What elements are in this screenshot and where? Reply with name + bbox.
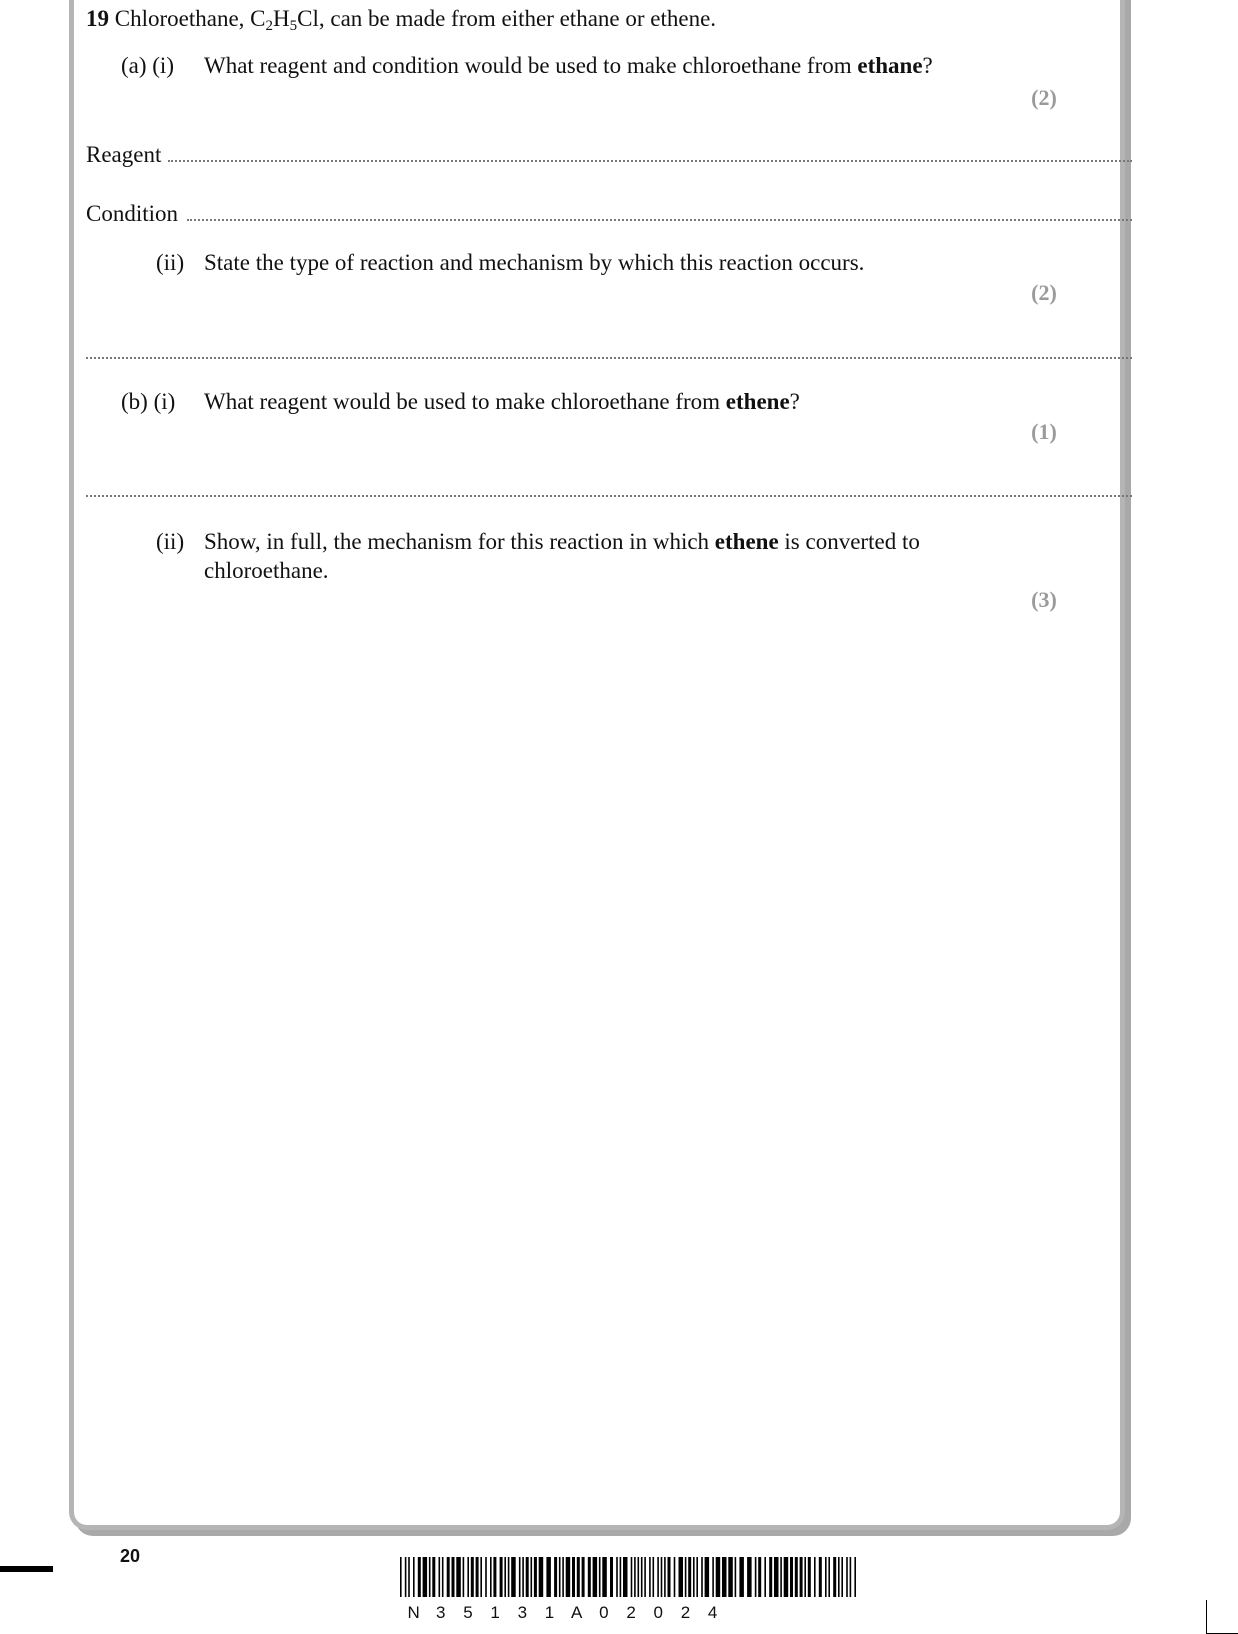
barcode-bar [638, 1557, 640, 1597]
barcode-bar [819, 1557, 822, 1597]
barcode-bar [566, 1557, 571, 1597]
barcode-bar [790, 1557, 793, 1597]
barcode-bar [814, 1557, 816, 1597]
barcode-bar [688, 1557, 691, 1597]
barcode-bar [623, 1557, 628, 1597]
answer-line-a-ii[interactable] [86, 357, 1132, 359]
page-edge-mark [0, 1566, 53, 1572]
barcode-bar [808, 1557, 811, 1597]
barcode-bar [572, 1557, 575, 1597]
barcode-bar [784, 1557, 789, 1597]
barcode-bar [838, 1557, 840, 1597]
barcode-bar [467, 1557, 469, 1597]
barcode-bar [471, 1557, 474, 1597]
barcode-bar [539, 1557, 544, 1597]
condition-answer-line[interactable] [187, 219, 1132, 221]
barcode-bar [447, 1557, 450, 1597]
barcode-bar [657, 1557, 659, 1597]
reagent-answer-line[interactable] [168, 160, 1132, 162]
barcode-bar [854, 1557, 856, 1597]
barcode-char: A [571, 1603, 583, 1622]
crop-mark [1206, 1600, 1207, 1634]
barcode-bar [400, 1557, 402, 1597]
barcode-bar [476, 1557, 479, 1597]
barcode-bar [716, 1557, 721, 1597]
barcode-bar [599, 1557, 601, 1597]
barcode-bar [804, 1557, 806, 1597]
barcode-bar [602, 1557, 607, 1597]
barcode-bar [755, 1557, 757, 1597]
page-number: 20 [120, 1546, 141, 1566]
barcode-char: 1 [490, 1603, 500, 1622]
part-b-ii-question-line2: chloroethane. [204, 558, 329, 583]
barcode-bar [850, 1557, 852, 1597]
barcode-bar [534, 1557, 537, 1597]
barcode-bar [413, 1557, 415, 1597]
barcode-bar [649, 1557, 651, 1597]
barcode-bar [705, 1557, 710, 1597]
barcode-bar [679, 1557, 684, 1597]
barcode-char: 4 [707, 1603, 718, 1622]
barcode-bar [739, 1557, 744, 1597]
part-b-i-ref: (b) (i) [121, 389, 176, 414]
barcode-bar [846, 1557, 848, 1597]
mechanism-answer-area[interactable] [86, 620, 1126, 1520]
barcode-bar [452, 1557, 455, 1597]
part-a-ii-question: State the type of reaction and mechanism by which this reaction occurs. [204, 250, 865, 275]
barcode-bar [439, 1557, 441, 1597]
barcode-bar [674, 1557, 676, 1597]
marks-a-ii: (2) [1031, 280, 1057, 305]
barcode-bar [508, 1557, 510, 1597]
barcode-char: 3 [436, 1603, 446, 1622]
barcode-bar [559, 1557, 561, 1597]
barcode-bar [664, 1557, 666, 1597]
barcode-bar [423, 1557, 428, 1597]
barcode-bar [582, 1557, 585, 1597]
part-a-i-ref: (a) (i) [121, 53, 174, 78]
barcode-bar [828, 1557, 830, 1597]
barcode-bar [668, 1557, 671, 1597]
barcode-char: 0 [653, 1603, 664, 1622]
marks-b-i: (1) [1031, 419, 1057, 444]
barcode-bar [661, 1557, 663, 1597]
barcode-bar [526, 1557, 529, 1597]
barcode-bar [456, 1557, 461, 1597]
barcode-bar [747, 1557, 752, 1597]
barcode-bar [769, 1557, 772, 1597]
barcode-bar [429, 1557, 431, 1597]
question-number: 19 [86, 6, 109, 31]
barcode-bar [500, 1557, 503, 1597]
barcode-bar [841, 1557, 843, 1597]
barcode-bar [490, 1557, 492, 1597]
barcode-bar [722, 1557, 727, 1597]
barcode-bar [463, 1557, 465, 1597]
barcode-bar [577, 1557, 580, 1597]
barcode-bar [554, 1557, 557, 1597]
barcode-bar [693, 1557, 695, 1597]
barcode-char: 2 [626, 1603, 636, 1622]
barcode-text [400, 1603, 860, 1623]
part-a-i-question: What reagent and condition would be used to make chloroethane from ethane? [204, 53, 933, 78]
barcode-bar [616, 1557, 618, 1597]
barcode-bar [641, 1557, 643, 1597]
barcode-bar [825, 1557, 827, 1597]
answer-line-b-i[interactable] [86, 495, 1132, 497]
barcode-bar [485, 1557, 487, 1597]
part-b-ii-question-line1: Show, in full, the mechanism for this reaction in which ethene is converted to [204, 529, 920, 554]
barcode-char: 2 [680, 1603, 691, 1622]
barcode-bar [405, 1557, 407, 1597]
barcode-bar [432, 1557, 435, 1597]
barcode [400, 1557, 860, 1597]
barcode-bar [588, 1557, 591, 1597]
barcode-char: 0 [599, 1603, 609, 1622]
barcode-bar [504, 1557, 506, 1597]
barcode-bar [519, 1557, 521, 1597]
barcode-bar [833, 1557, 836, 1597]
barcode-bar [522, 1557, 524, 1597]
barcode-bar [442, 1557, 444, 1597]
part-a-ii-ref: (ii) [156, 250, 185, 275]
barcode-bar [764, 1557, 766, 1597]
barcode-bar [758, 1557, 761, 1597]
barcode-bar [653, 1557, 655, 1597]
barcode-char: 5 [463, 1603, 473, 1622]
barcode-bar [685, 1557, 687, 1597]
barcode-bar [774, 1557, 779, 1597]
barcode-char: 1 [544, 1603, 555, 1622]
reagent-label: Reagent [86, 142, 162, 167]
marks-a-i: (2) [1031, 85, 1057, 110]
barcode-bar [795, 1557, 798, 1597]
barcode-bar [701, 1557, 703, 1597]
barcode-bar [562, 1557, 564, 1597]
part-b-i-question: What reagent would be used to make chloroethane from ethene? [204, 389, 800, 414]
barcode-bar [620, 1557, 622, 1597]
condition-label: Condition [86, 201, 179, 226]
barcode-bar [780, 1557, 782, 1597]
barcode-bar [728, 1557, 733, 1597]
barcode-bar [800, 1557, 803, 1597]
barcode-char: N [407, 1603, 420, 1622]
barcode-bar [531, 1557, 533, 1597]
barcode-bar [593, 1557, 598, 1597]
barcode-bar [696, 1557, 698, 1597]
question-stem: 19 Chloroethane, $C_2H_5Cl$, can be made from either ethane or ethene. [86, 6, 717, 34]
barcode-bar [511, 1557, 516, 1597]
barcode-bar [634, 1557, 636, 1597]
barcode-bar [610, 1557, 613, 1597]
barcode-bar [644, 1557, 646, 1597]
barcode-bar [418, 1557, 421, 1597]
part-b-ii-ref: (ii) [156, 529, 185, 554]
barcode-bar [712, 1557, 714, 1597]
barcode-bar [493, 1557, 496, 1597]
marks-b-ii: (3) [1031, 587, 1057, 612]
barcode-bar [408, 1557, 410, 1597]
barcode-char: 3 [517, 1603, 528, 1622]
barcode-bar [480, 1557, 482, 1597]
barcode-bar [735, 1557, 737, 1597]
barcode-bar [546, 1557, 551, 1597]
barcode-bar [631, 1557, 633, 1597]
